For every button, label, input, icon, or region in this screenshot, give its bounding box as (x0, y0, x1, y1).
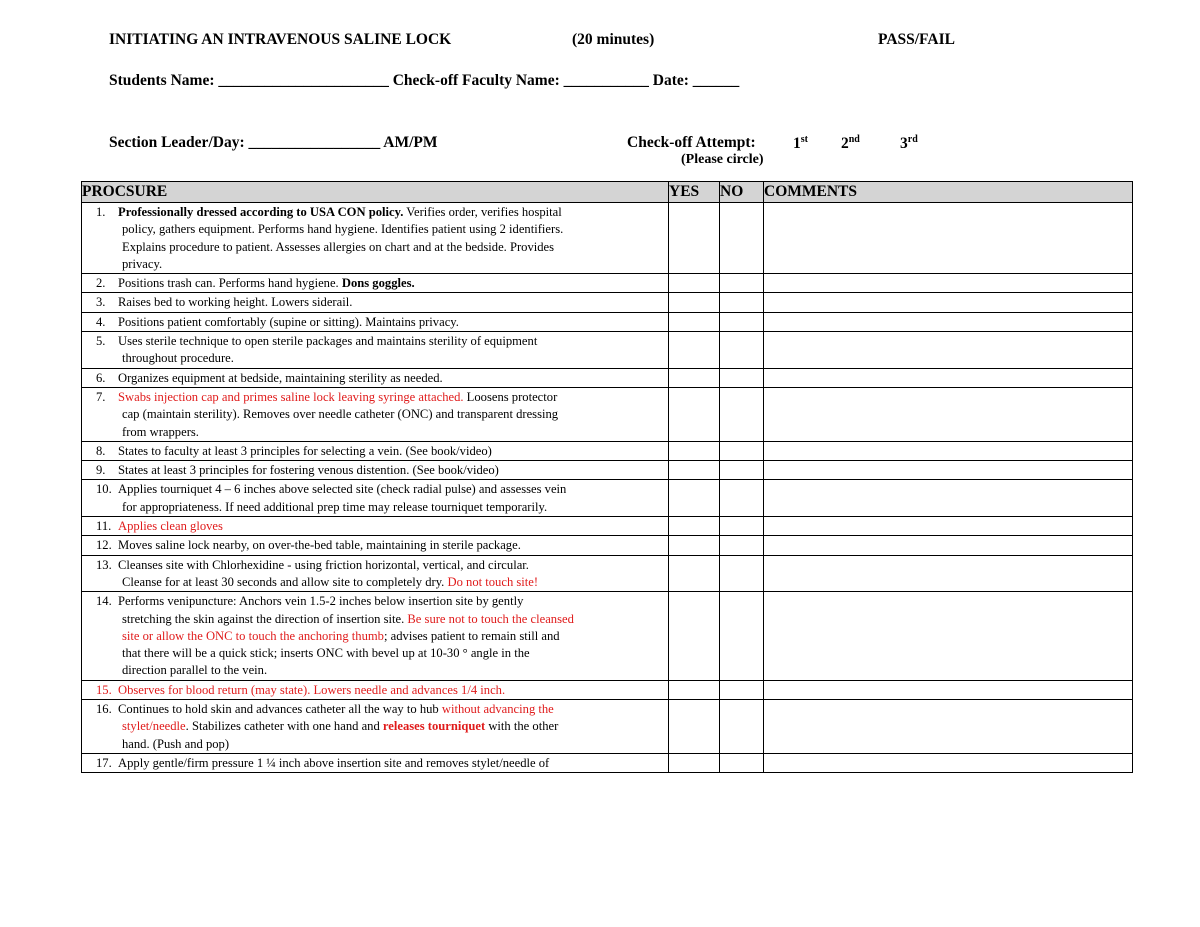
step-7: 7. Swabs injection cap and primes saline lock leaving syringe attached. Loosens protector cap (maintain sterility). Removes over needle catheter (ONC) and transparent dressing from wrappers. (82, 387, 669, 441)
comments-cell[interactable] (764, 274, 1133, 293)
step-14: 14. Performs venipuncture: Anchors vein 1.5-2 inches below insertion site by gently stretching the skin against the direction of insertion site. Be sure not to touch the cleansed site or allow the ONC to touch the anchoring thumb; advises patient to remain still and that there will be a quick stick; inserts ONC with bevel up at 10-30 ° angle in the direction parallel to the vein. (82, 592, 669, 680)
comments-cell[interactable] (764, 461, 1133, 480)
comments-cell[interactable] (764, 517, 1133, 536)
yes-cell[interactable] (669, 441, 720, 460)
no-cell[interactable] (720, 700, 764, 754)
yes-cell[interactable] (669, 753, 720, 772)
table-row (82, 517, 1133, 536)
yes-cell[interactable] (669, 700, 720, 754)
step-9: 9. States at least 3 principles for fostering venous distention. (See book/video) (82, 461, 669, 480)
yes-cell[interactable] (669, 368, 720, 387)
student-name-line[interactable]: Students Name: ______________________ Check-off Faculty Name: ___________ Date: ______ (109, 72, 740, 89)
no-cell[interactable] (720, 293, 764, 312)
step-3: 3. Raises bed to working height. Lowers siderail. (82, 293, 669, 312)
table-row (82, 536, 1133, 555)
table-row (82, 312, 1133, 331)
step-13: 13. Cleanses site with Chlorhexidine - using friction horizontal, vertical, and circular. Cleanse for at least 30 seconds and allow site to completely dry. Do not touch site! (82, 555, 669, 592)
comments-cell[interactable] (764, 592, 1133, 680)
comments-cell[interactable] (764, 203, 1133, 274)
no-cell[interactable] (720, 203, 764, 274)
table-row (82, 332, 1133, 369)
duration-label: (20 minutes) (572, 31, 655, 48)
step-5: 5. Uses sterile technique to open sterile packages and maintains sterility of equipment throughout procedure. (82, 332, 669, 369)
no-cell[interactable] (720, 480, 764, 517)
table-row (82, 461, 1133, 480)
comments-cell[interactable] (764, 387, 1133, 441)
step-16: 16. Continues to hold skin and advances catheter all the way to hub without advancing the stylet/needle. Stabilizes catheter with one hand and releases tourniquet with the other hand. (Push and pop) (82, 700, 669, 754)
step-10: 10. Applies tourniquet 4 – 6 inches above selected site (check radial pulse) and assesses vein for appropriateness. If need additional prep time may release tourniquet temporarily. (82, 480, 669, 517)
yes-cell[interactable] (669, 461, 720, 480)
table-row (82, 592, 1133, 680)
pass-fail-label: PASS/FAIL (878, 31, 955, 48)
no-cell[interactable] (720, 592, 764, 680)
no-cell[interactable] (720, 332, 764, 369)
comments-cell[interactable] (764, 480, 1133, 517)
step-15: 15. Observes for blood return (may state). Lowers needle and advances 1/4 inch. (82, 680, 669, 699)
table-row (82, 700, 1133, 754)
procedure-header: PROCSURE (82, 182, 669, 203)
attempt-2[interactable]: 2nd (841, 134, 860, 152)
no-cell[interactable] (720, 680, 764, 699)
form-title: INITIATING AN INTRAVENOUS SALINE LOCK (109, 31, 452, 48)
table-row (82, 203, 1133, 274)
table-row (82, 753, 1133, 772)
step-12: 12. Moves saline lock nearby, on over-the-bed table, maintaining in sterile package. (82, 536, 669, 555)
checkoff-attempt-label: Check-off Attempt: (627, 134, 756, 151)
yes-cell[interactable] (669, 293, 720, 312)
step-1: 1. Professionally dressed according to USA CON policy. Verifies order, verifies hospital policy, gathers equipment. Performs hand hygiene. Identifies patient using 2 identifiers. Explains procedure to patient. Assesses allergies on chart and at the bedside. Provides privacy. (82, 203, 669, 274)
comments-cell[interactable] (764, 753, 1133, 772)
no-cell[interactable] (720, 441, 764, 460)
no-cell[interactable] (720, 536, 764, 555)
procedure-table (81, 181, 1133, 773)
table-row (82, 387, 1133, 441)
table-row (82, 368, 1133, 387)
step-2: 2. Positions trash can. Performs hand hygiene. Dons goggles. (82, 274, 669, 293)
no-cell[interactable] (720, 517, 764, 536)
table-row (82, 441, 1133, 460)
table-row (82, 555, 1133, 592)
yes-cell[interactable] (669, 274, 720, 293)
no-cell[interactable] (720, 753, 764, 772)
table-row (82, 480, 1133, 517)
step-6: 6. Organizes equipment at bedside, maintaining sterility as needed. (82, 368, 669, 387)
no-cell[interactable] (720, 555, 764, 592)
yes-cell[interactable] (669, 536, 720, 555)
comments-cell[interactable] (764, 700, 1133, 754)
step-17: 17. Apply gentle/firm pressure 1 ¼ inch above insertion site and removes stylet/needle of (82, 753, 669, 772)
yes-cell[interactable] (669, 680, 720, 699)
no-cell[interactable] (720, 368, 764, 387)
yes-header: YES (669, 182, 720, 203)
no-cell[interactable] (720, 387, 764, 441)
no-cell[interactable] (720, 312, 764, 331)
yes-cell[interactable] (669, 387, 720, 441)
comments-header: COMMENTS (764, 182, 1133, 203)
please-circle-note: (Please circle) (681, 152, 764, 167)
comments-cell[interactable] (764, 536, 1133, 555)
step-4: 4. Positions patient comfortably (supine or sitting). Maintains privacy. (82, 312, 669, 331)
attempt-1[interactable]: 1st (793, 134, 808, 152)
yes-cell[interactable] (669, 203, 720, 274)
no-cell[interactable] (720, 274, 764, 293)
no-cell[interactable] (720, 461, 764, 480)
yes-cell[interactable] (669, 312, 720, 331)
step-11: 11. Applies clean gloves (82, 517, 669, 536)
no-header: NO (720, 182, 764, 203)
table-header-row (82, 182, 1133, 203)
comments-cell[interactable] (764, 312, 1133, 331)
yes-cell[interactable] (669, 555, 720, 592)
yes-cell[interactable] (669, 480, 720, 517)
table-row (82, 293, 1133, 312)
comments-cell[interactable] (764, 368, 1133, 387)
section-leader-line[interactable]: Section Leader/Day: _________________ AM/PM (109, 134, 438, 151)
yes-cell[interactable] (669, 592, 720, 680)
comments-cell[interactable] (764, 293, 1133, 312)
comments-cell[interactable] (764, 441, 1133, 460)
yes-cell[interactable] (669, 517, 720, 536)
comments-cell[interactable] (764, 332, 1133, 369)
comments-cell[interactable] (764, 555, 1133, 592)
comments-cell[interactable] (764, 680, 1133, 699)
table-row (82, 274, 1133, 293)
yes-cell[interactable] (669, 332, 720, 369)
attempt-3[interactable]: 3rd (900, 134, 918, 152)
table-row (82, 680, 1133, 699)
step-8: 8. States to faculty at least 3 principles for selecting a vein. (See book/video) (82, 441, 669, 460)
